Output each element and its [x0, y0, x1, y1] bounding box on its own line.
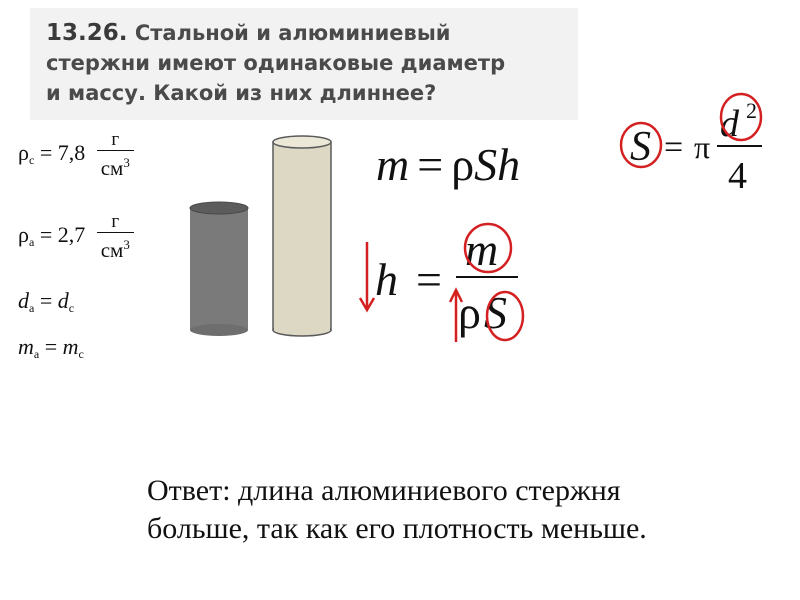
formula-square: 2: [746, 98, 757, 123]
problem-line-2: стержни имеют одинаковые диаметр: [46, 51, 506, 75]
formula-equals: =: [416, 254, 442, 305]
given-equal-masses: $m_а = m_с$: [18, 334, 84, 361]
problem-line-1: Стальной и алюминиевый: [134, 21, 451, 45]
problem-statement: [46, 18, 576, 108]
formula-numerator-m: m: [465, 224, 499, 275]
density-unit: $\frac{г}{см^3}$: [97, 212, 134, 262]
aluminum-rod: [273, 136, 331, 336]
svg-text:=: =: [664, 129, 684, 166]
formula-four: 4: [728, 155, 747, 197]
formula-h: h: [375, 254, 398, 305]
given-steel-density: $\rho_с = 7,8$ $\frac{г}{см^3}$: [18, 130, 134, 180]
answer-line-2: больше, так как его плотность меньше.: [147, 512, 647, 545]
problem-number: 13.26.: [46, 20, 128, 46]
formula-pi: π: [694, 129, 711, 165]
aluminum-density-value: 2,7: [57, 222, 86, 248]
given-aluminum-density: $\rho_а = 2,7$ $\frac{г}{см^3}$: [18, 212, 134, 262]
formula-mass: m = ρSh: [376, 139, 521, 190]
formula-area-S: S: [630, 124, 651, 170]
answer-line-1: Ответ: длина алюминиевого стержня: [147, 474, 621, 507]
formula-rho: ρ: [458, 287, 481, 338]
answer-text: [147, 472, 787, 548]
formula-height: [350, 210, 550, 350]
formula-area: [610, 92, 780, 202]
steel-rod: [190, 202, 248, 336]
formula-d: d: [720, 103, 739, 145]
problem-line-3: и массу. Какой из них длиннее?: [46, 81, 437, 105]
density-unit: $\frac{г}{см^3}$: [97, 130, 134, 180]
rods-illustration: [180, 130, 360, 350]
given-equal-diameters: $d_а = d_с$: [18, 288, 75, 315]
steel-density-value: 7,8: [57, 140, 86, 166]
formula-denominator-S: S: [484, 287, 507, 338]
